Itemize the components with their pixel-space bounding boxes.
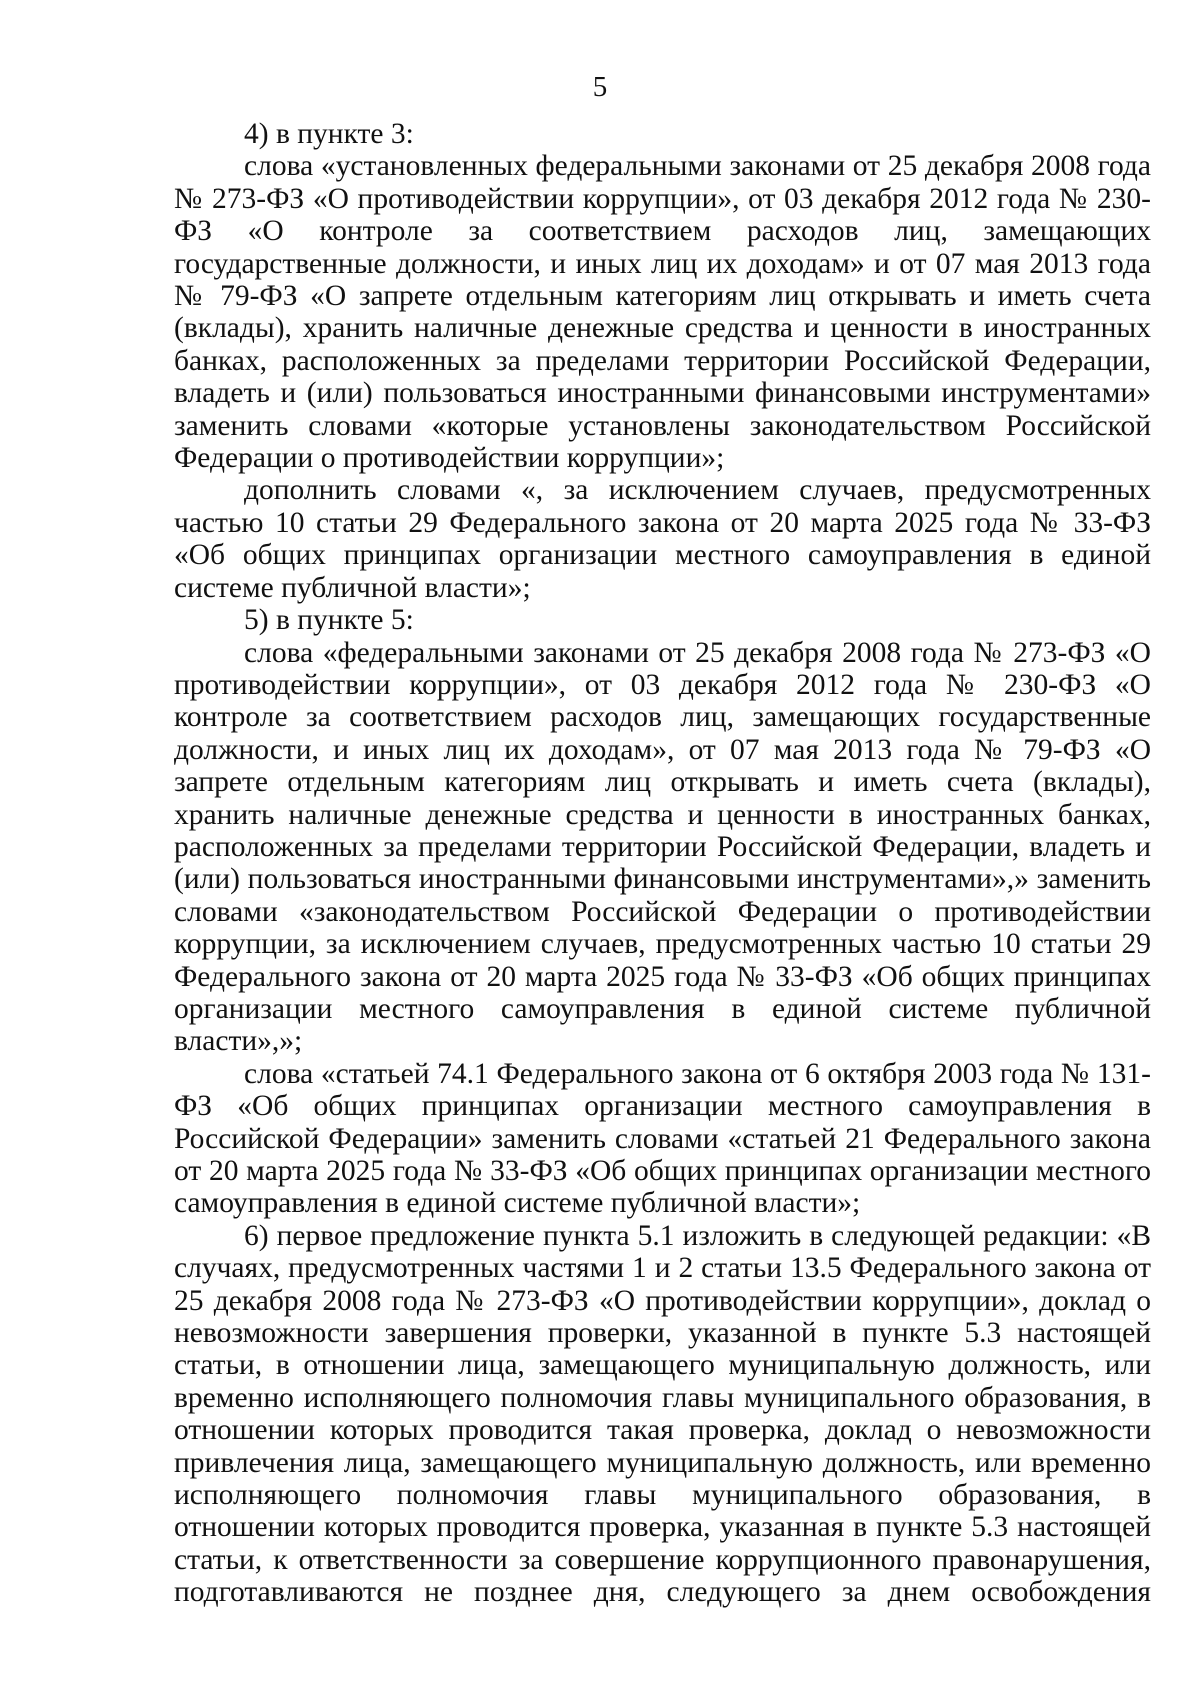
document-body: [174, 118, 1151, 1609]
paragraph-item-5-words-replacement-1: слова «федеральными законами от 25 декабря 2008 года № 273-ФЗ «О противодействии коррупции», от 03 декабря 2012 года № 230-ФЗ «О контроле за соответствием расходов лиц, замещающих государственные должности, и иных лиц их доходам», от 07 мая 2013 года № 79-ФЗ «О запрете отдельным категориям лиц открывать и иметь счета (вклады), хранить наличные денежные средства и ценности в иностранных банках, расположенных за пределами территории Российской Федерации, владеть и (или) пользоваться иностранными финансовыми инструментами»,» заменить словами «законодательством Российской Федерации о противодействии коррупции, за исключением случаев, предусмотренных частью 10 статьи 29 Федерального закона от 20 марта 2025 года № 33-ФЗ «Об общих принципах организации местного самоуправления в единой системе публичной власти»,»;: [174, 636, 1151, 1058]
page-number: 5: [592, 71, 608, 103]
paragraph-item-4: 4) в пункте 3:: [244, 118, 414, 150]
paragraph-item-5: 5) в пункте 5:: [244, 604, 414, 637]
paragraph-item-4-words-replacement: слова «установленных федеральными законами от 25 декабря 2008 года № 273-ФЗ «О противодействии коррупции», от 03 декабря 2012 года № 230-ФЗ «О контроле за соответствием расходов лиц, замещающих государственные должности, и иных лиц их доходам» и от 07 мая 2013 года № 79-ФЗ «О запрете отдельным категориям лиц открывать и иметь счета (вклады), хранить наличные денежные средства и ценности в иностранных банках, расположенных за пределами территории Российской Федерации, владеть и (или) пользоваться иностранными финансовыми инструментами» заменить словами «которые установлены законодательством Российской Федерации о противодействии коррупции»;: [174, 150, 1151, 475]
paragraph-item-6: 6) первое предложение пункта 5.1 изложить в следующей редакции: «В случаях, предусмотренных частями 1 и 2 статьи 13.5 Федерального закона от 25 декабря 2008 года № 273-ФЗ «О противодействии коррупции», доклад о невозможности завершения проверки, указанной в пункте 5.3 настоящей статьи, в отношении лица, замещающего муниципальную должность, или временно исполняющего полномочия главы муниципального образования, в отношении которых проводится такая проверка, доклад о невозможности привлечения лица, замещающего муниципальную должность, или временно исполняющего полномочия главы муниципального образования, в отношении которых проводится проверка, указанная в пункте 5.3 настоящей статьи, к ответственности за совершение коррупционного правонарушения, подготавливаются не позднее дня, следующего за днем освобождения: [174, 1219, 1151, 1609]
paragraph-item-4-addition: дополнить словами «, за исключением случаев, предусмотренных частью 10 статьи 29 Федерального закона от 20 марта 2025 года № 33-ФЗ «Об общих принципах организации местного самоуправления в единой системе публичной власти»;: [174, 474, 1151, 604]
paragraph-item-5-words-replacement-2: слова «статьей 74.1 Федерального закона от 6 октября 2003 года № 131-ФЗ «Об общих принципах организации местного самоуправления в Российской Федерации» заменить словами «статьей 21 Федерального закона от 20 марта 2025 года № 33-ФЗ «Об общих принципах организации местного самоуправления в единой системе публичной власти»;: [174, 1057, 1151, 1220]
